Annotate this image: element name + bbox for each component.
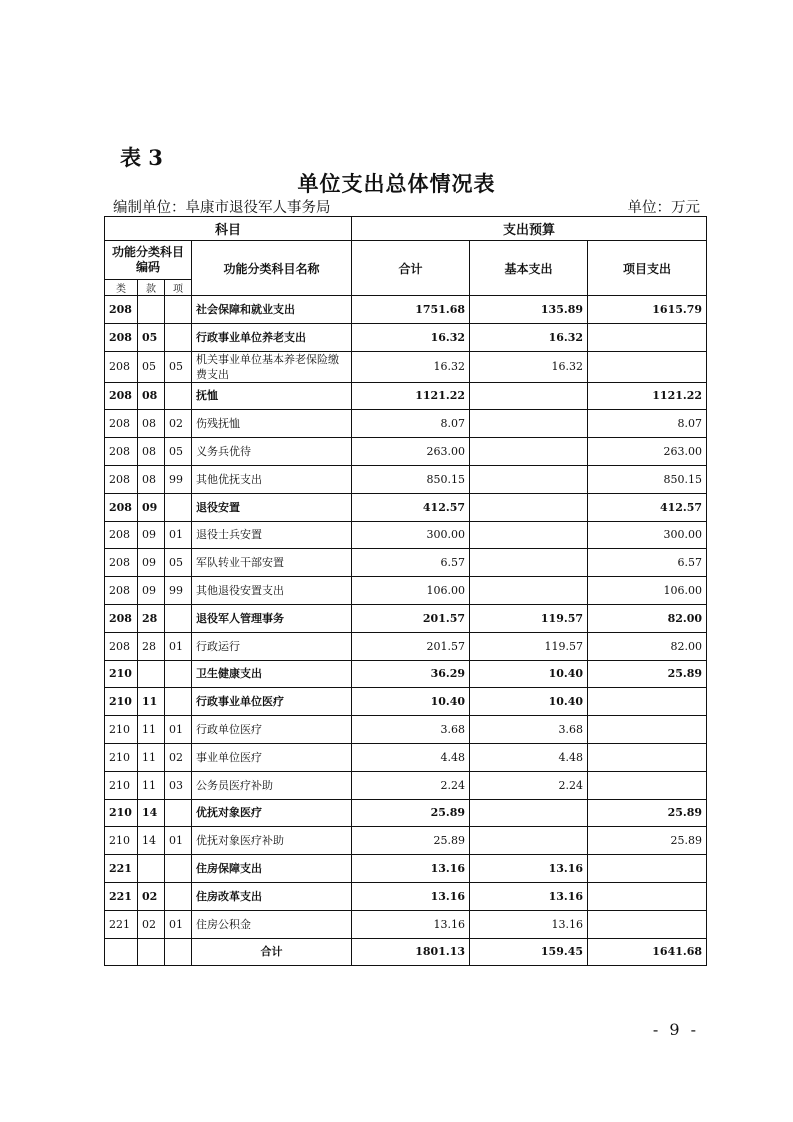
basic-header: 基本支出 <box>470 241 588 296</box>
subject-name-cell: 退役士兵安置 <box>192 521 352 549</box>
project-cell <box>588 323 707 351</box>
xiang-cell <box>165 296 192 324</box>
total-cell: 850.15 <box>352 465 470 493</box>
xiang-cell: 99 <box>165 465 192 493</box>
kuan-header: 款 <box>138 280 165 296</box>
kuan-cell: 08 <box>138 438 165 466</box>
project-cell: 8.07 <box>588 410 707 438</box>
budget-group-header: 支出预算 <box>352 217 707 241</box>
total-cell: 106.00 <box>352 577 470 605</box>
xiang-cell: 01 <box>165 521 192 549</box>
project-cell <box>588 855 707 883</box>
kuan-cell: 09 <box>138 577 165 605</box>
lei-cell: 208 <box>105 382 138 410</box>
xiang-cell: 03 <box>165 771 192 799</box>
project-cell <box>588 716 707 744</box>
total-cell: 36.29 <box>352 660 470 688</box>
total-label-cell: 合计 <box>192 938 352 966</box>
project-cell: 300.00 <box>588 521 707 549</box>
basic-cell: 10.40 <box>470 660 588 688</box>
basic-cell <box>470 410 588 438</box>
table-row <box>105 549 707 577</box>
xiang-cell <box>165 688 192 716</box>
page-number: - 9 - <box>652 1020 699 1039</box>
subject-name-cell: 退役军人管理事务 <box>192 604 352 632</box>
project-cell <box>588 743 707 771</box>
xiang-cell: 05 <box>165 351 192 382</box>
table-row <box>105 910 707 938</box>
lei-header: 类 <box>105 280 138 296</box>
total-cell: 6.57 <box>352 549 470 577</box>
table-row <box>105 660 707 688</box>
kuan-cell: 09 <box>138 521 165 549</box>
xiang-cell: 01 <box>165 716 192 744</box>
kuan-cell: 08 <box>138 382 165 410</box>
table-row <box>105 296 707 324</box>
total-cell: 4.48 <box>352 743 470 771</box>
project-header: 项目支出 <box>588 241 707 296</box>
kuan-cell: 11 <box>138 743 165 771</box>
xiang-cell <box>165 382 192 410</box>
xiang-cell: 05 <box>165 438 192 466</box>
subject-name-cell: 住房保障支出 <box>192 855 352 883</box>
table-row <box>105 688 707 716</box>
xiang-cell <box>165 323 192 351</box>
basic-cell: 119.57 <box>470 604 588 632</box>
lei-cell: 208 <box>105 632 138 660</box>
subject-name-cell: 公务员医疗补助 <box>192 771 352 799</box>
grand-total-cell: 1801.13 <box>352 938 470 966</box>
lei-cell: 208 <box>105 577 138 605</box>
kuan-cell: 05 <box>138 323 165 351</box>
subject-name-cell: 事业单位医疗 <box>192 743 352 771</box>
basic-cell: 119.57 <box>470 632 588 660</box>
project-cell: 1615.79 <box>588 296 707 324</box>
table-row <box>105 882 707 910</box>
subject-name-cell: 行政事业单位医疗 <box>192 688 352 716</box>
table-row <box>105 410 707 438</box>
total-cell: 13.16 <box>352 882 470 910</box>
basic-cell: 2.24 <box>470 771 588 799</box>
code-header: 功能分类科目编码 <box>105 241 192 280</box>
basic-cell: 16.32 <box>470 323 588 351</box>
project-cell: 25.89 <box>588 660 707 688</box>
lei-cell: 210 <box>105 660 138 688</box>
lei-cell: 210 <box>105 771 138 799</box>
subject-name-cell: 其他优抚支出 <box>192 465 352 493</box>
total-cell: 263.00 <box>352 438 470 466</box>
lei-cell: 210 <box>105 688 138 716</box>
kuan-cell: 09 <box>138 549 165 577</box>
xiang-cell: 02 <box>165 410 192 438</box>
total-header: 合计 <box>352 241 470 296</box>
kuan-cell: 11 <box>138 771 165 799</box>
lei-cell: 208 <box>105 410 138 438</box>
subject-name-cell: 优抚对象医疗补助 <box>192 827 352 855</box>
xiang-cell <box>165 660 192 688</box>
xiang-cell <box>165 604 192 632</box>
grand-project-cell: 1641.68 <box>588 938 707 966</box>
total-cell: 16.32 <box>352 351 470 382</box>
subject-name-cell: 伤残抚恤 <box>192 410 352 438</box>
lei-cell: 210 <box>105 716 138 744</box>
project-cell <box>588 910 707 938</box>
lei-cell: 208 <box>105 351 138 382</box>
lei-cell: 210 <box>105 827 138 855</box>
project-cell: 1121.22 <box>588 382 707 410</box>
table-row <box>105 323 707 351</box>
kuan-cell: 02 <box>138 910 165 938</box>
kuan-cell: 28 <box>138 632 165 660</box>
total-cell: 25.89 <box>352 827 470 855</box>
lei-cell: 208 <box>105 465 138 493</box>
project-cell: 25.89 <box>588 827 707 855</box>
xiang-header: 项 <box>165 280 192 296</box>
subject-name-cell: 行政单位医疗 <box>192 716 352 744</box>
empty-code-cell <box>105 938 138 966</box>
project-cell <box>588 771 707 799</box>
total-cell: 25.89 <box>352 799 470 827</box>
table-row <box>105 604 707 632</box>
project-cell: 25.89 <box>588 799 707 827</box>
table-row <box>105 799 707 827</box>
total-cell: 412.57 <box>352 493 470 521</box>
kuan-cell: 02 <box>138 882 165 910</box>
table-row <box>105 465 707 493</box>
grand-basic-cell: 159.45 <box>470 938 588 966</box>
xiang-cell <box>165 493 192 521</box>
total-cell: 201.57 <box>352 632 470 660</box>
lei-cell: 208 <box>105 493 138 521</box>
table-row <box>105 438 707 466</box>
table-row <box>105 827 707 855</box>
total-cell: 13.16 <box>352 855 470 883</box>
subject-name-cell: 优抚对象医疗 <box>192 799 352 827</box>
subject-name-cell: 退役安置 <box>192 493 352 521</box>
kuan-cell: 28 <box>138 604 165 632</box>
subject-name-cell: 义务兵优待 <box>192 438 352 466</box>
empty-code-cell <box>138 938 165 966</box>
compiling-unit: 编制单位：阜康市退役军人事务局 <box>113 200 331 216</box>
lei-cell: 221 <box>105 882 138 910</box>
total-cell: 10.40 <box>352 688 470 716</box>
kuan-cell <box>138 855 165 883</box>
basic-cell <box>470 577 588 605</box>
project-cell: 6.57 <box>588 549 707 577</box>
name-header: 功能分类科目名称 <box>192 241 352 296</box>
basic-cell: 13.16 <box>470 910 588 938</box>
table-row <box>105 521 707 549</box>
basic-cell <box>470 438 588 466</box>
project-cell: 263.00 <box>588 438 707 466</box>
subject-name-cell: 军队转业干部安置 <box>192 549 352 577</box>
total-cell: 1751.68 <box>352 296 470 324</box>
project-cell <box>588 351 707 382</box>
total-cell: 2.24 <box>352 771 470 799</box>
document-title: 单位支出总体情况表 <box>297 171 496 196</box>
kuan-cell: 08 <box>138 410 165 438</box>
lei-cell: 208 <box>105 604 138 632</box>
basic-cell: 135.89 <box>470 296 588 324</box>
project-cell: 106.00 <box>588 577 707 605</box>
table-row <box>105 716 707 744</box>
currency-unit: 单位：万元 <box>627 200 700 216</box>
project-cell: 850.15 <box>588 465 707 493</box>
table-row <box>105 493 707 521</box>
basic-cell <box>470 799 588 827</box>
basic-cell <box>470 382 588 410</box>
kuan-cell: 14 <box>138 799 165 827</box>
basic-cell <box>470 521 588 549</box>
table-row <box>105 632 707 660</box>
subject-name-cell: 住房改革支出 <box>192 882 352 910</box>
basic-cell: 10.40 <box>470 688 588 716</box>
table-row <box>105 577 707 605</box>
project-cell: 412.57 <box>588 493 707 521</box>
basic-cell: 13.16 <box>470 882 588 910</box>
project-cell: 82.00 <box>588 632 707 660</box>
basic-cell: 13.16 <box>470 855 588 883</box>
lei-cell: 208 <box>105 323 138 351</box>
kuan-cell: 11 <box>138 688 165 716</box>
lei-cell: 208 <box>105 549 138 577</box>
table-row <box>105 351 707 382</box>
empty-code-cell <box>165 938 192 966</box>
xiang-cell: 05 <box>165 549 192 577</box>
kuan-cell: 14 <box>138 827 165 855</box>
kuan-cell: 05 <box>138 351 165 382</box>
total-cell: 201.57 <box>352 604 470 632</box>
table-number: 表 3 <box>120 145 163 170</box>
kuan-cell <box>138 296 165 324</box>
lei-cell: 210 <box>105 743 138 771</box>
xiang-cell: 01 <box>165 910 192 938</box>
total-cell: 300.00 <box>352 521 470 549</box>
expenditure-table <box>104 216 707 966</box>
subject-name-cell: 机关事业单位基本养老保险缴费支出 <box>192 351 352 382</box>
subject-name-cell: 卫生健康支出 <box>192 660 352 688</box>
table-row <box>105 771 707 799</box>
lei-cell: 221 <box>105 855 138 883</box>
xiang-cell: 01 <box>165 827 192 855</box>
lei-cell: 208 <box>105 296 138 324</box>
total-row <box>105 938 707 966</box>
table-body <box>105 296 707 966</box>
total-cell: 16.32 <box>352 323 470 351</box>
total-cell: 8.07 <box>352 410 470 438</box>
basic-cell: 16.32 <box>470 351 588 382</box>
kuan-cell <box>138 660 165 688</box>
basic-cell <box>470 549 588 577</box>
kuan-cell: 08 <box>138 465 165 493</box>
table-row <box>105 382 707 410</box>
lei-cell: 221 <box>105 910 138 938</box>
basic-cell: 3.68 <box>470 716 588 744</box>
subject-name-cell: 社会保障和就业支出 <box>192 296 352 324</box>
total-cell: 3.68 <box>352 716 470 744</box>
basic-cell <box>470 493 588 521</box>
project-cell <box>588 688 707 716</box>
subject-name-cell: 行政事业单位养老支出 <box>192 323 352 351</box>
xiang-cell: 01 <box>165 632 192 660</box>
subject-name-cell: 行政运行 <box>192 632 352 660</box>
subject-group-header: 科目 <box>105 217 352 241</box>
xiang-cell <box>165 882 192 910</box>
lei-cell: 210 <box>105 799 138 827</box>
lei-cell: 208 <box>105 438 138 466</box>
xiang-cell <box>165 799 192 827</box>
subject-name-cell: 住房公积金 <box>192 910 352 938</box>
kuan-cell: 09 <box>138 493 165 521</box>
lei-cell: 208 <box>105 521 138 549</box>
table-row <box>105 855 707 883</box>
project-cell <box>588 882 707 910</box>
subject-name-cell: 其他退役安置支出 <box>192 577 352 605</box>
basic-cell <box>470 465 588 493</box>
project-cell: 82.00 <box>588 604 707 632</box>
xiang-cell <box>165 855 192 883</box>
basic-cell: 4.48 <box>470 743 588 771</box>
table-row <box>105 743 707 771</box>
kuan-cell: 11 <box>138 716 165 744</box>
subject-name-cell: 抚恤 <box>192 382 352 410</box>
xiang-cell: 99 <box>165 577 192 605</box>
total-cell: 1121.22 <box>352 382 470 410</box>
total-cell: 13.16 <box>352 910 470 938</box>
xiang-cell: 02 <box>165 743 192 771</box>
basic-cell <box>470 827 588 855</box>
